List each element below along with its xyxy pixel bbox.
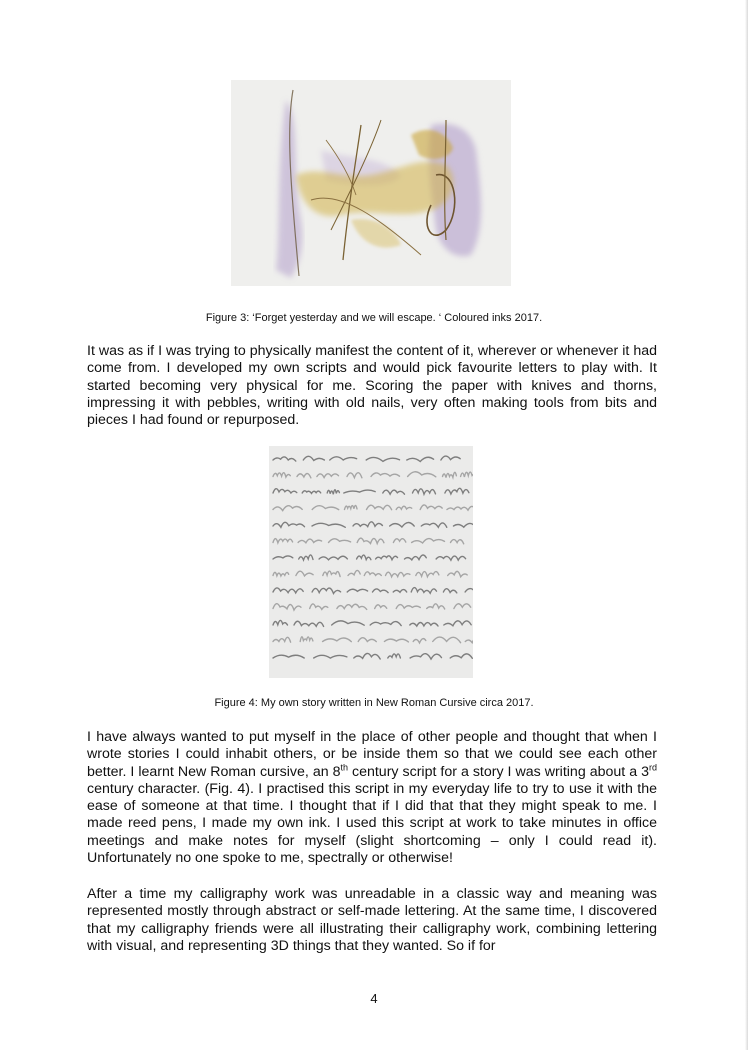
page-number: 4 [370,991,378,1006]
paragraph-1: It was as if I was trying to physically manifest the content of it, wherever or whenever it had come from. I developed my own scripts and would pick favourite letters to play with. It started becoming very physical for me. Scoring the paper with knives and thorns, impressing it with pebbles, writing with old nails, very often making tools from bits and pieces I had found or repurposed. [87,343,657,429]
superscript-rd: rd [648,761,657,772]
coloured-inks-artwork [231,80,511,286]
paragraph-2 [87,729,657,867]
figure-4-script-image [269,446,473,678]
paragraph-2-text-1: I have always wanted to put myself in the place of other people and thought that when I wrote stories I could inhabit others, or be inside them so that we could see each other better. I learnt New Roman cursive, an 8 [87,729,657,780]
superscript-th: th [340,761,348,772]
new-roman-cursive-artwork [269,446,473,678]
paragraph-2-text-2: century script for a story I was writing about a 3 [348,763,649,780]
figure-4-caption: Figure 4: My own story written in New Roman Cursive circa 2017. [214,697,534,709]
figure-3-caption: Figure 3: ‘Forget yesterday and we will escape. ‘ Coloured inks 2017. [205,312,543,324]
figure-3-artwork-image [231,80,511,286]
paragraph-2-text-3: century character. (Fig. 4). I practised this script in my everyday life to try to use it with the ease of someone at that time. I thought that if I did that that they might speak to me. I made reed pens, I made my own ink. I used this script at work to take minutes in office meetings and make notes for myself (slight shortcoming – only I could read it). Unfortunately no one spoke to me, spectrally or otherwise! [87,780,657,867]
paragraph-3: After a time my calligraphy work was unreadable in a classic way and meaning was represented mostly through abstract or self-made lettering. At the same time, I discovered that my calligraphy friends were all illustrating their calligraphy work, combining lettering with visual, and representing 3D things that they wanted. So if for [87,886,657,954]
